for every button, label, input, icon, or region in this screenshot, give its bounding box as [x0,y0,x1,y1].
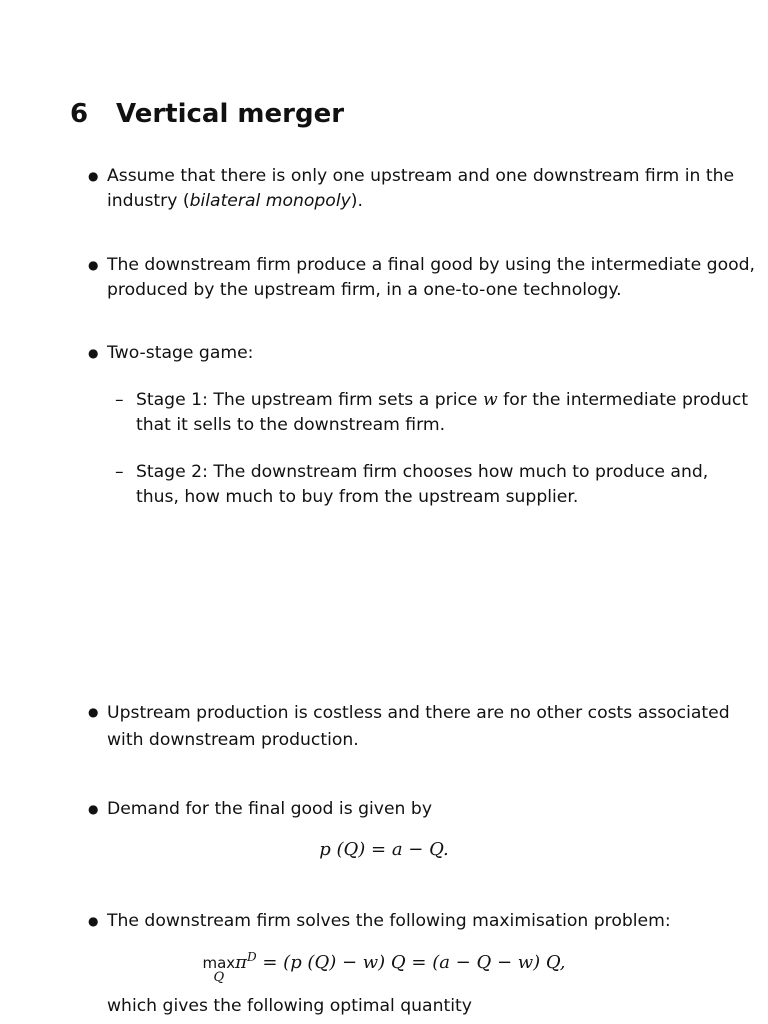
bullet-costless-line2: with downstream production. [107,730,359,750]
bullet-icon: ● [88,169,99,183]
max-operator [202,956,235,985]
bullet-costless [107,700,730,754]
bullet-icon: ● [88,258,99,272]
bullet-demand: Demand for the final good is given by [107,799,432,819]
stage-1 [136,388,749,437]
bullet-downstream-line1: The downstream firm produce a final good by using the intermediate good, [107,255,755,275]
var-w: w [482,390,498,410]
demand-equation: p (Q) = a − Q. [319,839,449,860]
bullet-icon: ● [88,705,99,719]
bullet-icon: ● [88,914,99,928]
bullet-icon: ● [88,802,99,816]
stage-2-line2: thus, how much to buy from the upstream supplier. [136,486,579,507]
bullet-two-stage: Two-stage game: [107,343,254,363]
stage-1-pre: Stage 1: The upstream firm sets a price [136,390,483,410]
section-number: 6 [70,99,89,129]
optimal-quantity-text: which gives the following optimal quantity [107,996,472,1016]
profit-equation [0,950,768,985]
bilateral-monopoly-term: bilateral monopoly [189,190,351,211]
profit-rhs: = (p (Q) − w) Q = (a − Q − w) Q, [256,952,566,973]
max-subscript: Q [213,970,225,985]
bullet-assume-line1: Assume that there is only one upstream and one downstream firm in the [107,166,735,186]
bullet-downstream-line2: produced by the upstream firm, in a one-to-one technology. [107,279,622,300]
stage-2-line1: Stage 2: The downstream firm chooses how much to produce and, [136,462,709,482]
bullet-icon: ● [88,346,99,360]
section-title: Vertical merger [116,99,345,129]
profit-symbol: π [235,952,248,973]
stage-1-line2: that it sells to the downstream firm. [136,414,446,435]
bullet-assume [107,164,735,213]
profit-superscript: D [247,950,257,964]
stage-1-post: for the intermediate product [497,390,749,410]
dash-icon: – [115,390,124,410]
dash-icon: – [115,462,124,482]
bullet-assume-line2-pre: industry ( [107,190,190,211]
section-heading [70,97,344,131]
stage-2 [136,460,709,509]
bullet-assume-line2-post: ). [350,190,363,211]
bullet-maximisation: The downstream firm solves the following maximisation problem: [107,911,671,931]
max-label: max [202,954,236,972]
bullet-downstream [107,253,755,302]
bullet-costless-line1: Upstream production is costless and there are no other costs associated [107,703,730,723]
